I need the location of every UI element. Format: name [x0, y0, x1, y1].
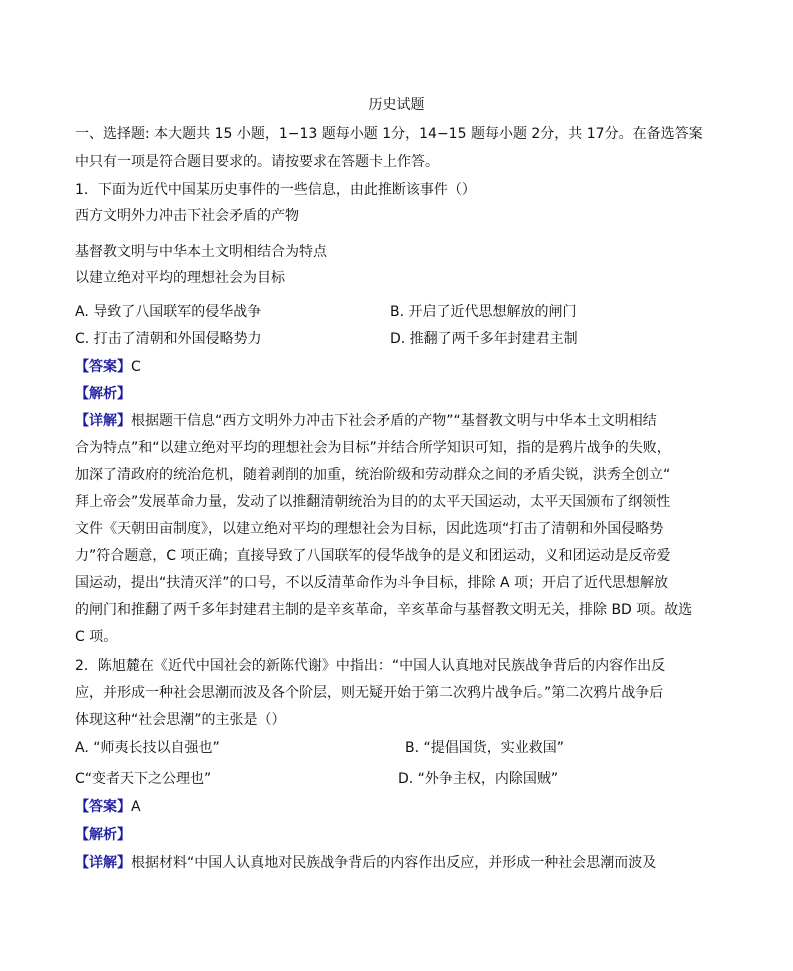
q1-analysis-tag: 【解析】	[75, 386, 131, 402]
q1-info-1: 西方文明外力冲击下社会矛盾的产物	[75, 208, 299, 224]
q1-detail-text-1: 根据题干信息“西方文明外力冲击下社会矛盾的产物”“基督教文明与中华本土文明相结	[131, 413, 657, 429]
q1-answer-row	[75, 357, 141, 377]
q2-detail-text-1: 根据材料“中国人认真地对民族战争背后的内容作出反应，并形成一种社会思潮而波及	[131, 855, 657, 871]
q1-answer-tag: 【答案】	[75, 359, 131, 375]
q2-answer-row	[75, 797, 141, 817]
q2-detail-tag: 【详解】	[75, 855, 131, 871]
q2-answer-value: A	[131, 799, 141, 815]
q2-analysis-row	[75, 825, 131, 845]
q2-option-b: B. “提倡国货，实业救国”	[405, 740, 565, 756]
q1-detail-line-5: 文件《天朝田亩制度》，以建立绝对平均的理想社会为目标，因此选项“打击了清朝和外国侵略势	[75, 521, 664, 537]
q2-stem-line-3: 体现这种“社会思潮”的主张是（）	[75, 712, 286, 728]
q2-option-d: D. “外争主权，内除国贼”	[398, 771, 559, 787]
q1-detail-line-3: 加深了清政府的统治危机，随着剥削的加重，统治阶级和劳动群众之间的矛盾尖锐，洪秀全创立“	[75, 467, 671, 483]
q1-info-2: 基督教文明与中华本土文明相结合为特点	[75, 244, 327, 260]
q1-detail-line-8: 的闸门和推翻了两千多年封建君主制的是辛亥革命，辛亥革命与基督教文明无关，排除 BD 项。故选	[75, 602, 693, 618]
q1-detail-line-7: 国运动，提出“扶清灭洋”的口号，不以反清革命作为斗争目标，排除 A 项；开启了近代思想解放	[75, 575, 668, 591]
section-instruction-line-1: 一、选择题: 本大题共 15 小题，1−13 题每小题 1分，14−15 题每小题 2分，共 17分。在备选答案	[75, 126, 703, 142]
q1-answer-value: C	[131, 359, 141, 375]
q1-option-a: A. 导致了八国联军的侵华战争	[75, 304, 262, 320]
q1-option-b: B. 开启了近代思想解放的闸门	[390, 304, 577, 320]
q1-detail-line-4: 拜上帝会”发展革命力量，发动了以推翻清朝统治为目的的太平天国运动，太平天国颁布了纲领性	[75, 494, 671, 510]
section-instruction-line-2: 中只有一项是符合题目要求的。请按要求在答题卡上作答。	[75, 154, 439, 170]
q2-option-a: A. “师夷长技以自强也”	[75, 740, 220, 756]
q2-option-c: C“变者天下之公理也”	[75, 771, 212, 787]
q2-answer-tag: 【答案】	[75, 799, 131, 815]
q1-detail-tag: 【详解】	[75, 413, 131, 429]
q1-detail-line-9: C 项。	[75, 629, 118, 645]
q1-option-d: D. 推翻了两千多年封建君主制	[390, 331, 578, 347]
q2-analysis-tag: 【解析】	[75, 827, 131, 843]
q1-stem: 1．下面为近代中国某历史事件的一些信息，由此推断该事件（）	[75, 182, 476, 198]
q1-detail-line-6: 力”符合题意，C 项正确；直接导致了八国联军的侵华战争的是义和团运动，义和团运动是反帝爱	[75, 548, 671, 564]
q1-detail-line-2: 合为特点”和“以建立绝对平均的理想社会为目标”并结合所学知识可知，指的是鸦片战争的失败，	[75, 440, 671, 456]
page-title: 历史试题	[368, 97, 425, 113]
q1-info-3: 以建立绝对平均的理想社会为目标	[75, 270, 285, 286]
q1-analysis-row	[75, 384, 131, 404]
q2-stem-line-1: 2．陈旭麓在《近代中国社会的新陈代谢》中指出：“中国人认真地对民族战争背后的内容作出反	[75, 658, 666, 674]
q1-detail-line-1	[75, 411, 657, 431]
q2-stem-line-2: 应，并形成一种社会思潮而波及各个阶层，则无疑开始于第二次鸦片战争后。”第二次鸦片战争后	[75, 685, 664, 701]
q2-detail-line-1	[75, 853, 656, 873]
q1-option-c: C. 打击了清朝和外国侵略势力	[75, 331, 262, 347]
